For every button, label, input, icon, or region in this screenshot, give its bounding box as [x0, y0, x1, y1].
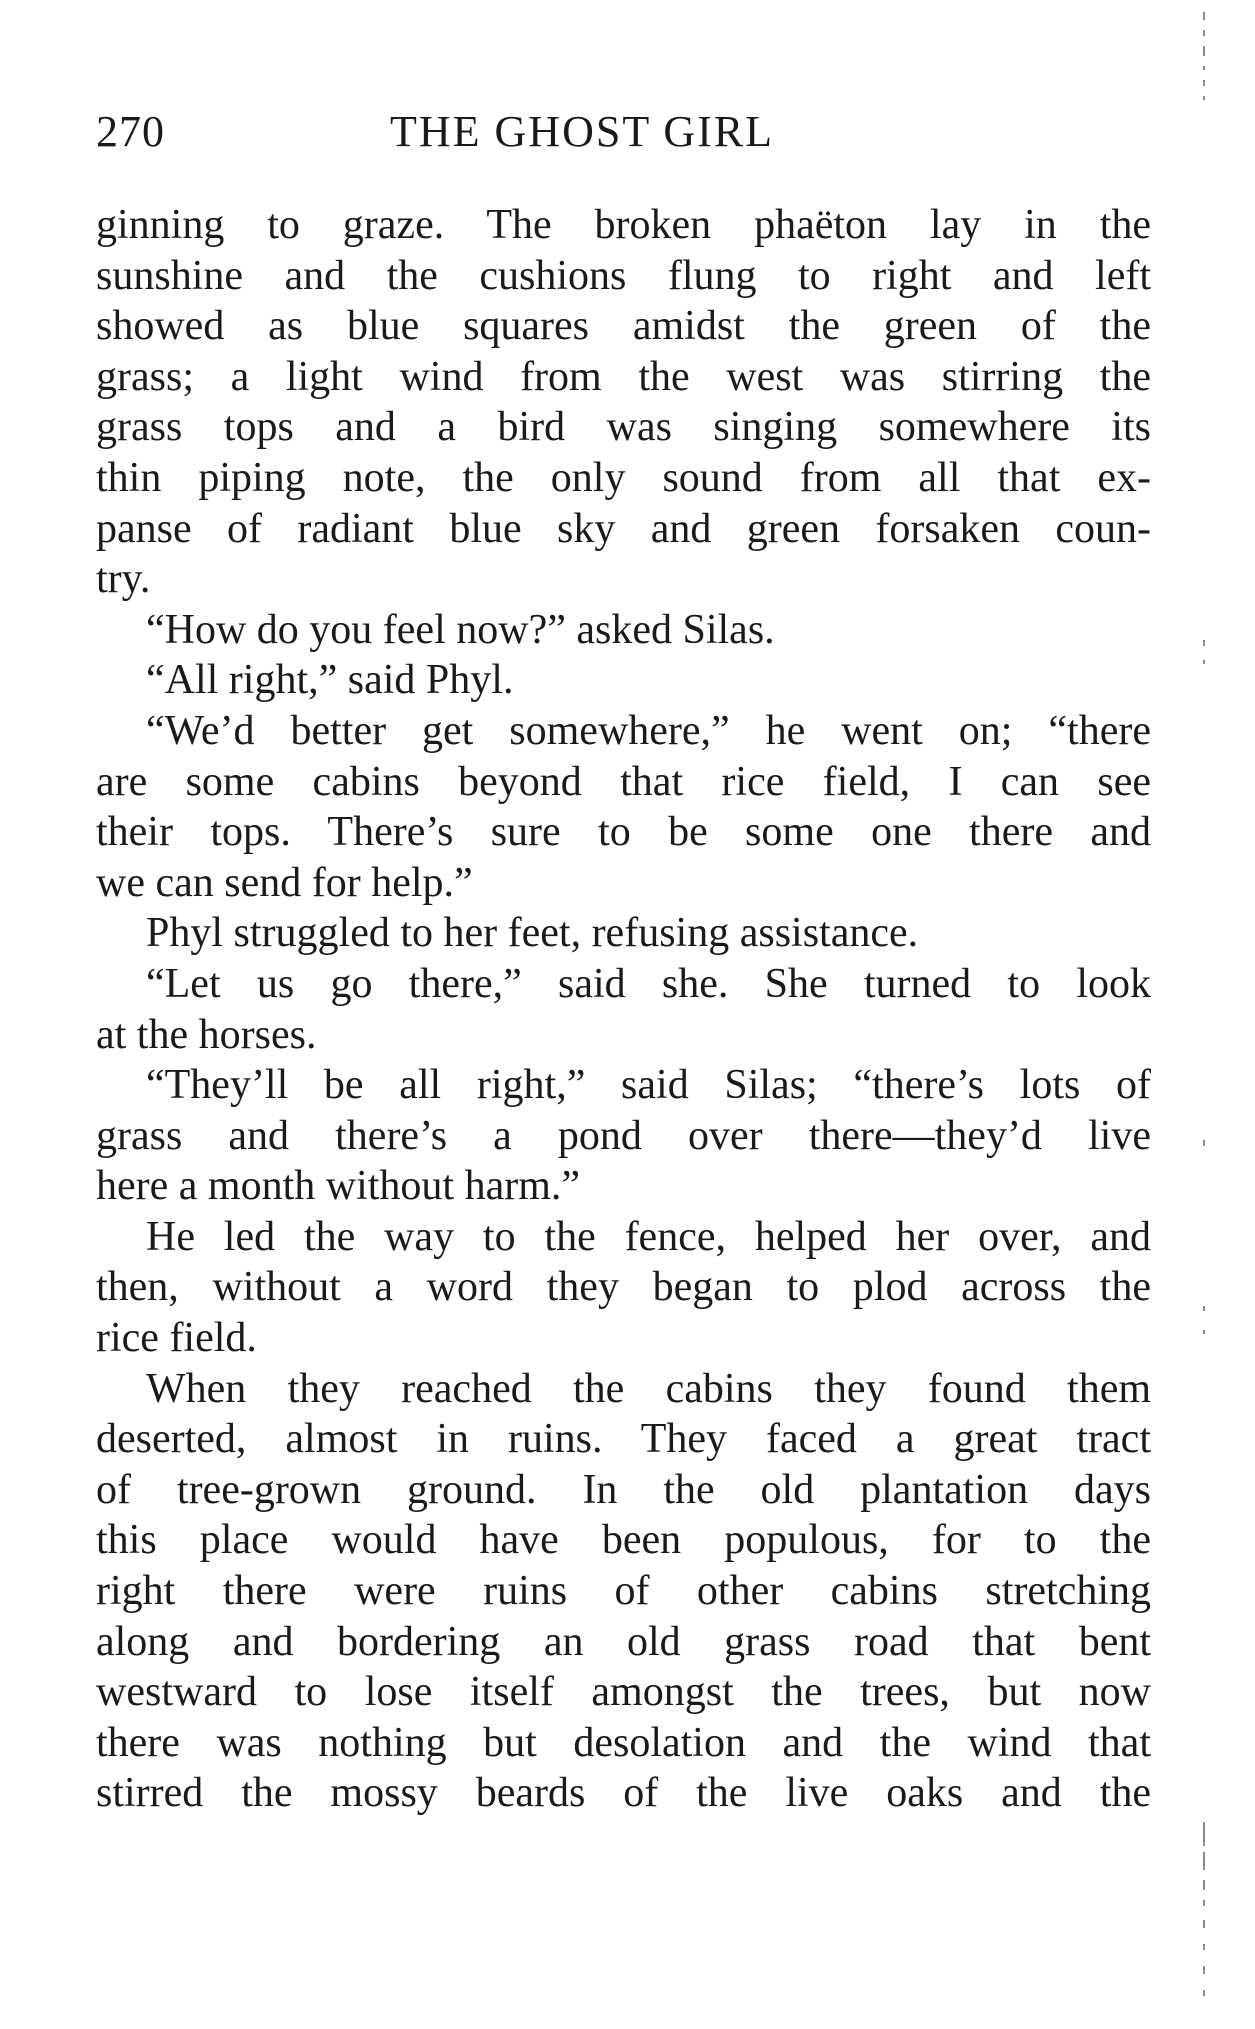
text-line: then, without a word they began to plod across the [96, 1264, 1151, 1311]
text-line: there was nothing but desolation and the wind that [96, 1719, 1151, 1766]
scan-mark [1203, 46, 1205, 56]
scan-mark [1203, 1944, 1205, 1950]
text-line: grass tops and a bird was singing somewhere its [96, 404, 1151, 451]
text-line: along and bordering an old grass road that bent [96, 1618, 1151, 1665]
text-line: ginning to graze. The broken phaëton lay in the [96, 202, 1151, 248]
text-line: “They’ll be all right,” said Silas; “there’s lots of [146, 1062, 1151, 1109]
scan-margin-marks [1203, 0, 1206, 2029]
scan-mark [1203, 96, 1205, 100]
text-line: thin piping note, the only sound from all that ex- [96, 454, 1151, 501]
text-line: right there were ruins of other cabins stretching [96, 1568, 1151, 1615]
scan-mark [1203, 660, 1205, 664]
scan-mark [1203, 1140, 1205, 1146]
page-header [96, 104, 1151, 160]
text-line: at the horses. [96, 1011, 317, 1058]
text-line: their tops. There’s sure to be some one there and [96, 809, 1151, 856]
scan-mark [1203, 1900, 1205, 1906]
text-line: we can send for help.” [96, 859, 473, 906]
text-line: When they reached the cabins they found them [146, 1365, 1151, 1412]
scan-mark [1203, 1306, 1205, 1311]
text-line: are some cabins beyond that rice field, I can see [96, 758, 1151, 805]
scan-mark [1203, 1330, 1205, 1334]
scan-mark [1203, 1966, 1205, 1974]
scan-mark [1203, 1990, 1205, 1996]
text-line: sunshine and the cushions flung to right and left [96, 252, 1151, 299]
text-line: panse of radiant blue sky and green forsaken coun- [96, 505, 1151, 552]
text-line: stirred the mossy beards of the live oaks and the [96, 1770, 1151, 1817]
text-line: rice field. [96, 1315, 257, 1362]
scan-mark [1203, 12, 1205, 20]
text-line: of tree-grown ground. In the old plantation days [96, 1466, 1151, 1513]
scan-mark [1203, 66, 1205, 70]
text-line: Phyl struggled to her feet, refusing assistance. [146, 910, 919, 957]
scan-mark [1203, 80, 1205, 86]
text-line: showed as blue squares amidst the green of the [96, 303, 1151, 350]
scan-mark [1203, 30, 1205, 36]
text-line: try. [96, 556, 151, 603]
scan-mark [1203, 1920, 1205, 1928]
text-line: this place would have been populous, for to the [96, 1517, 1151, 1564]
text-line: grass and there’s a pond over there—they’d live [96, 1112, 1151, 1159]
body-text [96, 200, 1151, 1819]
text-line: westward to lose itself amongst the trees, but now [96, 1669, 1151, 1716]
scan-mark [1203, 640, 1205, 646]
text-line: “Let us go there,” said she. She turned to look [146, 960, 1151, 1007]
text-line: “We’d better get somewhere,” he went on; “there [146, 707, 1151, 754]
scan-mark [1203, 1852, 1205, 1870]
text-line: He led the way to the fence, helped her over, and [146, 1213, 1151, 1260]
text-line: grass; a light wind from the west was stirring the [96, 353, 1151, 400]
text-line: “All right,” said Phyl. [146, 657, 514, 704]
running-title: THE GHOST GIRL [390, 107, 775, 156]
text-line: here a month without harm.” [96, 1163, 581, 1210]
text-line: “How do you feel now?” asked Silas. [146, 606, 775, 653]
scan-mark [1203, 1822, 1205, 1846]
page-number: 270 [96, 107, 165, 156]
text-line: deserted, almost in ruins. They faced a great tract [96, 1416, 1151, 1463]
scan-mark [1203, 1880, 1205, 1890]
